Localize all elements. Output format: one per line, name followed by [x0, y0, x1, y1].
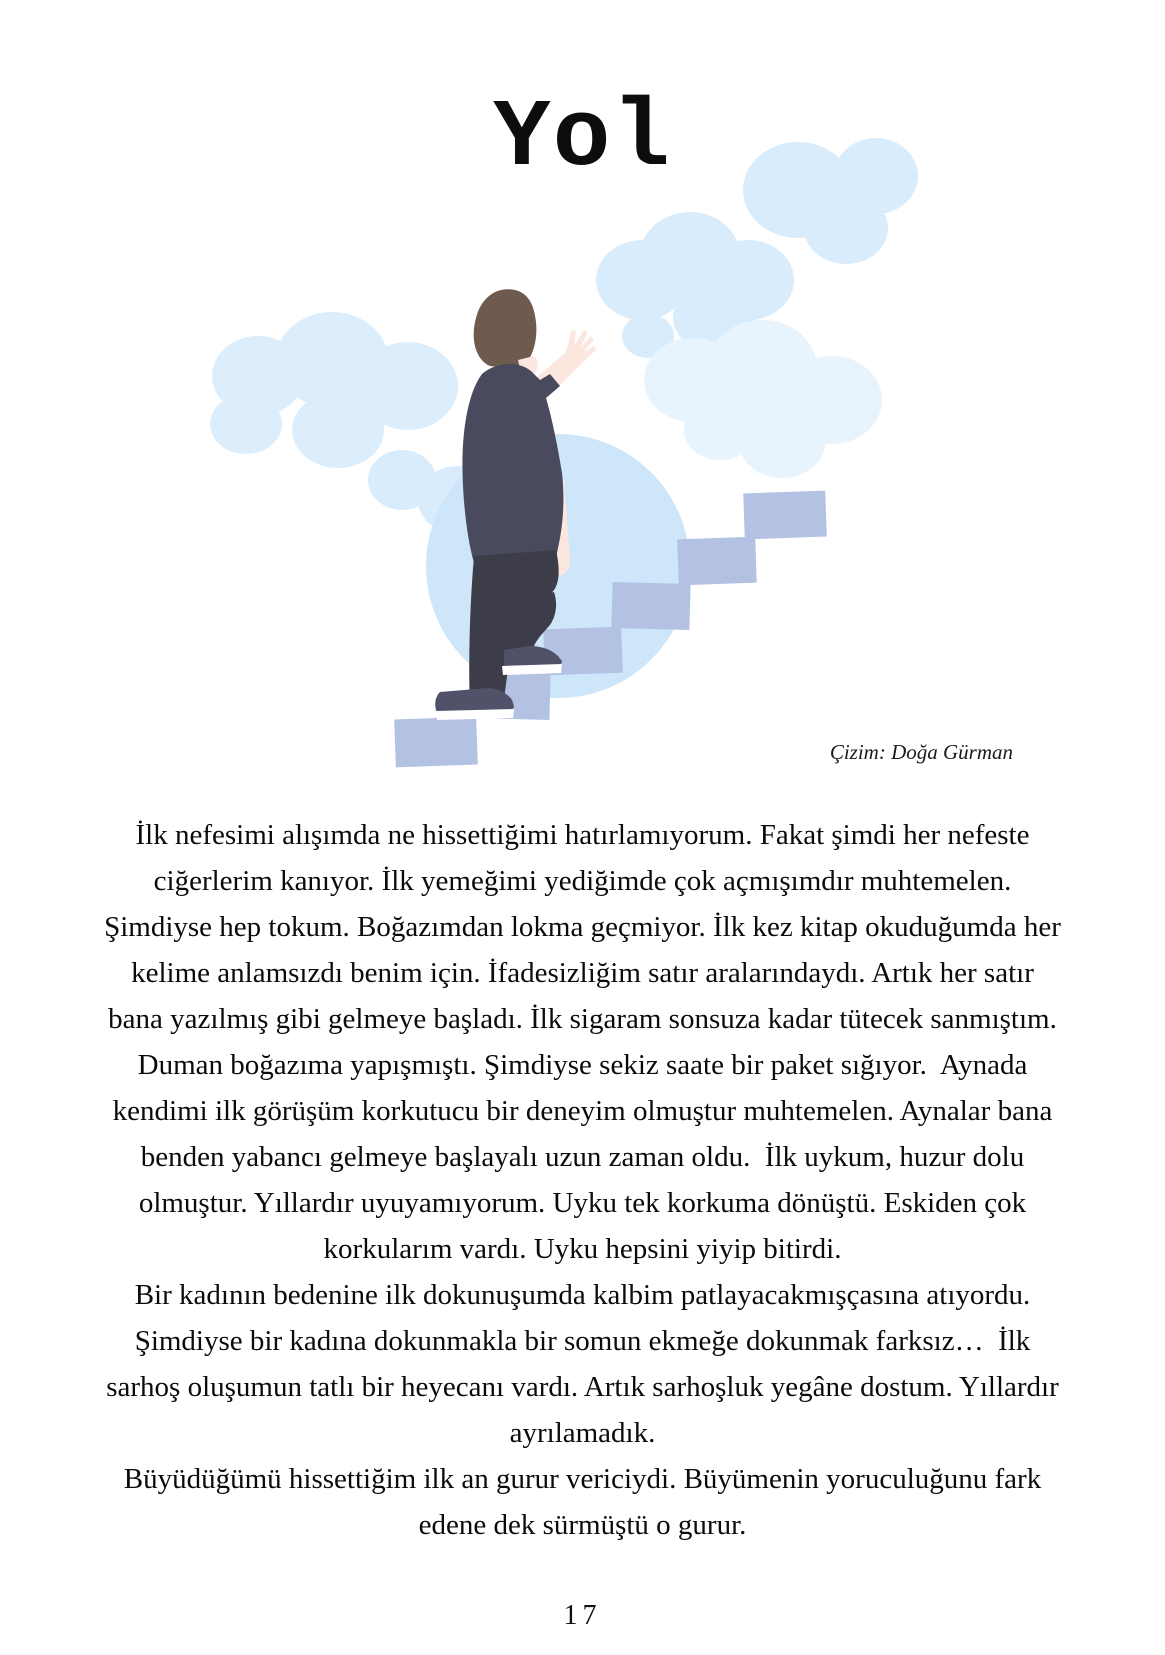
- body-line: ciğerlerim kanıyor. İlk yemeğimi yediğimde çok açmışımdır muhtemelen.: [153, 865, 1012, 897]
- page-number: 17: [563, 1600, 602, 1631]
- body-line: ayrılamadık.: [509, 1417, 656, 1449]
- body-line: benden yabancı gelmeye başlayalı uzun zaman oldu. İlk uykum, huzur dolu: [140, 1141, 1025, 1173]
- body-line: korkularım vardı. Uyku hepsini yiyip bitirdi.: [323, 1233, 842, 1265]
- person-shirt: [462, 364, 563, 563]
- page-title: Yol: [493, 84, 672, 193]
- story-text: [28, 812, 1137, 1548]
- body-line: Bir kadının bedenine ilk dokunuşumda kalbim patlayacakmışçasına atıyordu.: [134, 1279, 1031, 1311]
- body-line: kelime anlamsızdı benim için. İfadesizliğim satır aralarındaydı. Artık her satır: [131, 957, 1034, 989]
- body-line: Şimdiyse hep tokum. Boğazımdan lokma geçmiyor. İlk kez kitap okuduğumda her: [104, 911, 1061, 943]
- body-line: edene dek sürmüştü o gurur.: [418, 1509, 747, 1541]
- body-line: bana yazılmış gibi gelmeye başladı. İlk sigaram sonsuza kadar tütecek sanmıştım.: [108, 1003, 1057, 1035]
- body-line: Büyüdüğümü hissettiğim ilk an gurur vericiydi. Büyümenin yoruculuğunu fark: [123, 1463, 1042, 1495]
- illustration-credit: Çizim: Doğa Gürman: [829, 740, 1013, 764]
- cloud-right-middle: [644, 320, 882, 478]
- body-line: Duman boğazıma yapışmıştı. Şimdiyse sekiz saate bir paket sığıyor. Aynada: [137, 1049, 1028, 1081]
- body-line: kendimi ilk görüşüm korkutucu bir deneyim olmuştur muhtemelen. Aynalar bana: [112, 1095, 1053, 1127]
- body-line: İlk nefesimi alışımda ne hissettiğimi hatırlamıyorum. Fakat şimdi her nefeste: [135, 819, 1030, 851]
- cloud-left: [210, 312, 458, 468]
- body-line: olmuştur. Yıllardır uyuyamıyorum. Uyku tek korkuma dönüştü. Eskiden çok: [138, 1187, 1027, 1219]
- body-line: Şimdiyse bir kadına dokunmakla bir somun ekmeğe dokunmak farksız… İlk: [134, 1325, 1031, 1357]
- body-line: sarhoş oluşumun tatlı bir heyecanı vardı. Artık sarhoşluk yegâne dostum. Yıllardır: [106, 1371, 1059, 1403]
- stairs-to-clouds-illustration: [170, 128, 990, 773]
